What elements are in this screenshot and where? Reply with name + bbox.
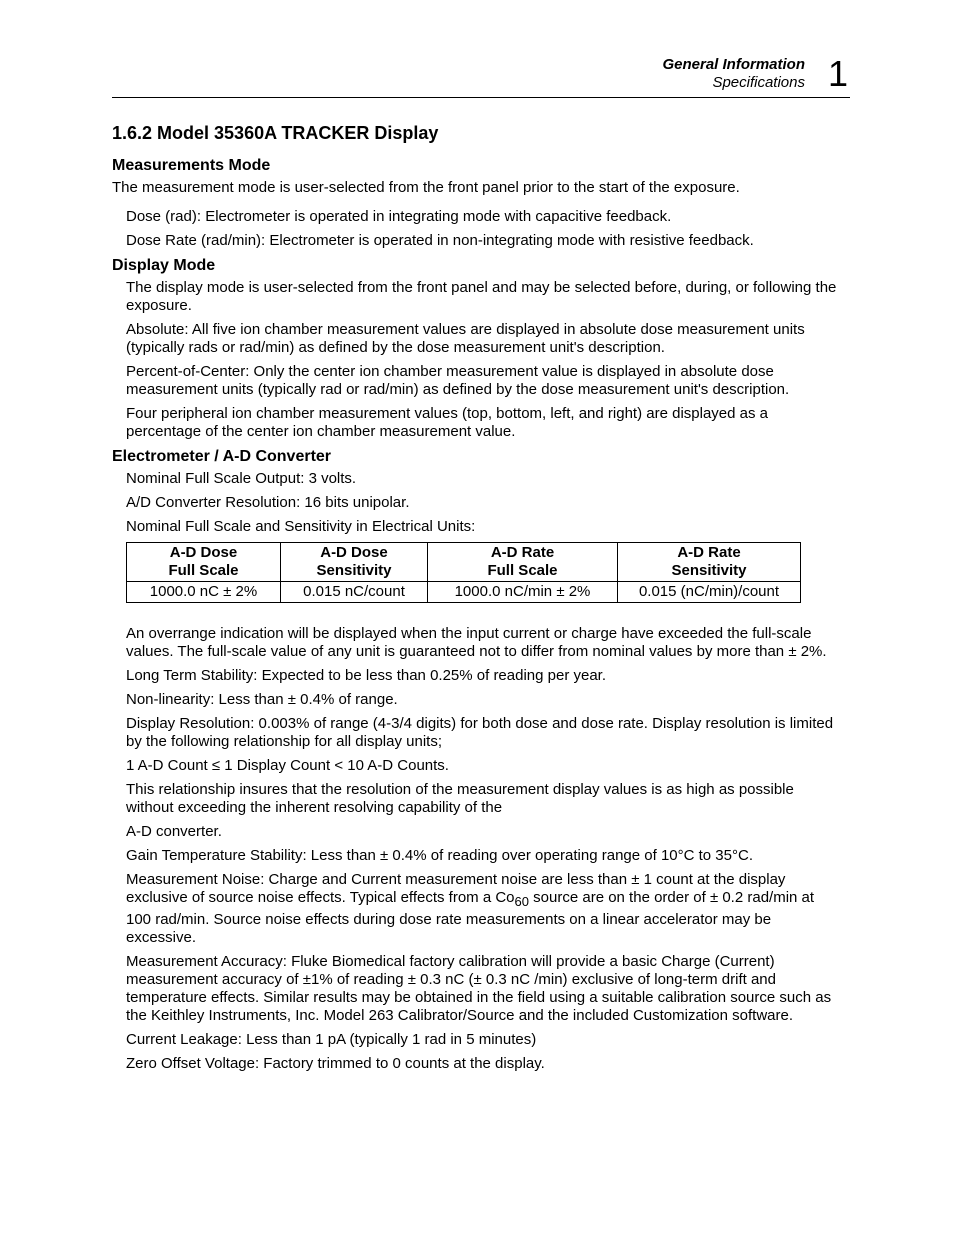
insures-text: This relationship insures that the resolution of the measurement display values is as high as possible without exceeding the inherent resolving capability of the (126, 781, 794, 816)
dose-rate-text: Dose Rate (rad/min): Electrometer is operated in non-integrating mode with resistive feedback. (126, 232, 754, 249)
noise-text: Measurement Noise: Charge and Current measurement noise are less than ± 1 count at the display exclusive of source noise effects. Typical effects from a $Co_{60}$ source are on the order of ± 0.2 rad/min at 100 rad/min. Source noise effects during dose rate measurements on a linear accelerator may be excessive. (126, 871, 815, 946)
measurements-intro: The measurement mode is user-selected from the front panel prior to the start of the exposure. (112, 179, 740, 196)
table-header-cell: A-D Rate Sensitivity (618, 543, 801, 582)
table-cell: 0.015 (nC/min)/count (618, 582, 801, 603)
chapter-number: 1 (827, 53, 848, 94)
stability-text: Long Term Stability: Expected to be less than 0.25% of reading per year. (126, 667, 607, 684)
gain-temp-text: Gain Temperature Stability: Less than ± 0.4% of reading over operating range of 10°C to 35°C. (126, 847, 753, 864)
table-intro-text: Nominal Full Scale and Sensitivity in Electrical Units: (126, 518, 476, 535)
table-header-cell: A-D Dose Sensitivity (281, 543, 428, 582)
table-row (127, 582, 801, 603)
absolute-text: Absolute: All five ion chamber measurement values are displayed in absolute dose measurement units (typically rads or rad/min) as defined by the dose measurement unit's description. (126, 321, 805, 356)
page-content (112, 122, 842, 1079)
nonlinearity-text: Non-linearity: Less than ± 0.4% of range. (126, 691, 398, 708)
nominal-output-text: Nominal Full Scale Output: 3 volts. (126, 470, 357, 487)
display-intro: The display mode is user-selected from the front panel and may be selected before, during, or following the exposure. (126, 279, 837, 314)
zero-offset-text: Zero Offset Voltage: Factory trimmed to 0 counts at the display. (126, 1055, 545, 1072)
table-header-cell: A-D Dose Full Scale (127, 543, 281, 582)
measurements-heading: Measurements Mode (112, 157, 271, 174)
table-cell: 0.015 nC/count (281, 582, 428, 603)
header-chapter: General Information (662, 56, 805, 73)
header-section: Specifications (712, 74, 805, 91)
percent-text: Percent-of-Center: Only the center ion chamber measurement value is displayed in absolute dose measurement units (typically rad or rad/min) as defined by the dose measurement unit's description. (126, 363, 790, 398)
electrometer-heading: Electrometer / A-D Converter (112, 448, 332, 465)
leakage-text: Current Leakage: Less than 1 pA (typically 1 rad in 5 minutes) (126, 1031, 537, 1048)
table-cell: 1000.0 nC/min ± 2% (428, 582, 618, 603)
accuracy-text: Measurement Accuracy: Fluke Biomedical factory calibration will provide a basic Charge (Current) measurement accuracy of ±1% of reading ± 0.3 nC (± 0.3 nC /min) exclusive of long-term drift and temperature effects. Similar results may be obtained in the field using a suitable calibration source such as the Keithley Instruments, Inc. Model 263 Calibrator/Source and the included Customization software. (126, 953, 832, 1024)
header-text (662, 56, 805, 92)
peripheral-text: Four peripheral ion chamber measurement values (top, bottom, left, and right) are displayed as a percentage of the center ion chamber measurement value. (126, 405, 768, 440)
dose-text: Dose (rad): Electrometer is operated in integrating mode with capacitive feedback. (126, 208, 672, 225)
table-cell: 1000.0 nC ± 2% (127, 582, 281, 603)
display-heading: Display Mode (112, 257, 216, 274)
table-header-row (127, 543, 801, 582)
table-header-cell: A-D Rate Full Scale (428, 543, 618, 582)
resolution-text: A/D Converter Resolution: 16 bits unipolar. (126, 494, 410, 511)
converter-text: A-D converter. (126, 823, 222, 840)
sensitivity-table (126, 542, 801, 603)
page-header (112, 53, 850, 98)
display-resolution-text: Display Resolution: 0.003% of range (4-3/4 digits) for both dose and dose rate. Display resolution is limited by the following relationship for all display units; (126, 715, 834, 750)
section-title: 1.6.2 Model 35360A TRACKER Display (112, 123, 439, 143)
overrange-text: An overrange indication will be displayed when the input current or charge have exceeded the full-scale values. The full-scale value of any unit is guaranteed not to differ from nominal values by more than ± 2%. (126, 625, 827, 660)
relationship-text: 1 A-D Count ≤ 1 Display Count < 10 A-D Counts. (126, 757, 449, 774)
